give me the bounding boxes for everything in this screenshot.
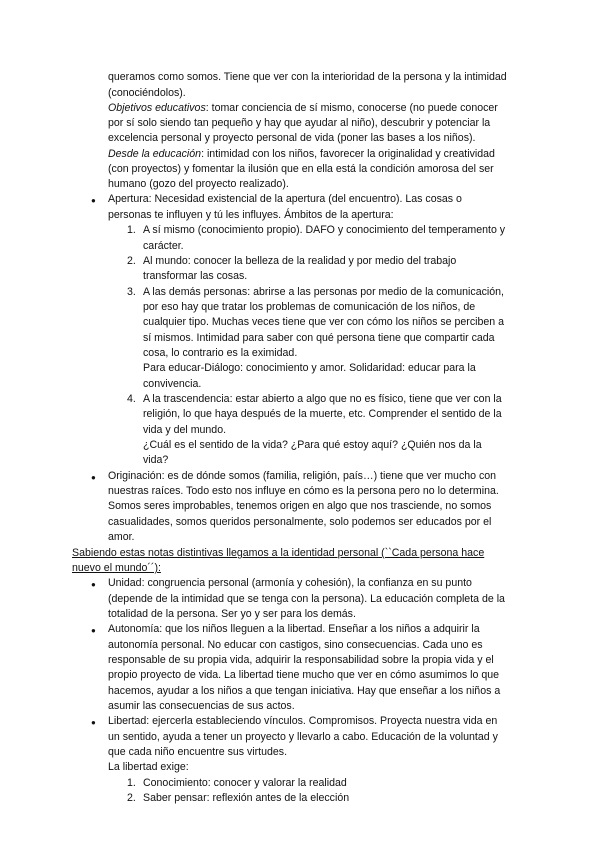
text-span: : tomar conciencia de sí mismo, conocerse (no puede conocer — [205, 102, 498, 114]
list-number: 3. — [127, 286, 136, 298]
text-line: (depende de la intimidad que se tenga con la persona). La educación completa de la — [108, 593, 505, 605]
text-line: queramos como somos. Tiene que ver con la interioridad de la persona y la intimidad — [108, 71, 507, 83]
text-line: vida y del mundo. — [143, 424, 227, 436]
text-line: personas te influyen y tú les influyes. Ámbitos de la apertura: — [108, 209, 394, 221]
text-line: A la trascendencia: estar abierto a algo que no es físico, tiene que ver con la — [143, 393, 502, 405]
bullet-icon: ● — [91, 196, 96, 205]
desde-label: Desde la educación — [108, 148, 202, 160]
list-number: 2. — [127, 792, 136, 804]
text-line: Originación: es de dónde somos (familia, religión, país…) tiene que ver mucho con — [108, 470, 497, 482]
text-line: ¿Cuál es el sentido de la vida? ¿Para qué estoy aquí? ¿Quién nos da la — [143, 439, 482, 451]
bullet-icon: ● — [91, 718, 96, 727]
text-line: Al mundo: conocer la belleza de la realidad y por medio del trabajo — [143, 255, 457, 267]
bullet-icon: ● — [91, 580, 96, 589]
objetivos-paragraph-line — [108, 102, 498, 115]
objetivos-label: Objetivos educativos — [108, 102, 206, 114]
text-line: nuestras raíces. Todo esto nos influye en cómo es la persona pero no lo determina. — [108, 485, 499, 497]
text-line: por eso hay que tratar los problemas de comunicación de los niños, de — [143, 301, 476, 313]
bullet-icon: ● — [91, 626, 96, 635]
text-line: Libertad: ejercerla estableciendo vínculos. Compromisos. Proyecta nuestra vida en — [108, 715, 498, 727]
text-line: que cada niño encuentre sus virtudes. — [108, 746, 288, 758]
text-line: propio proyecto de vida. La libertad tiene mucho que ver en cómo asumimos lo que — [108, 669, 500, 681]
text-line: Para educar-Diálogo: conocimiento y amor. Solidaridad: educar para la — [143, 362, 476, 374]
text-line: amor. — [108, 531, 135, 543]
text-line: vida? — [143, 454, 169, 466]
text-line: Apertura: Necesidad existencial de la apertura (del encuentro). Las cosas o — [108, 193, 462, 205]
text-line: sí mismos. Intimidad para saber con qué persona tiene que compartir cada — [143, 332, 495, 344]
text-line: excelencia personal y proyecto personal de vida (poner las bases a los niños). — [108, 132, 476, 144]
text-line: cosa, lo contrario es la eximidad. — [143, 347, 298, 359]
text-line: (con proyectos) y fomentar la ilusión que en ella está la condición amorosa del ser — [108, 163, 494, 175]
text-line: asumir las consecuencias de sus actos. — [108, 700, 295, 712]
list-number: 1. — [127, 777, 136, 789]
list-number: 2. — [127, 255, 136, 267]
text-line: A las demás personas: abrirse a las personas por medio de la comunicación, — [143, 286, 504, 298]
text-line: totalidad de la persona. Ser yo y ser para los demás. — [108, 608, 356, 620]
text-line: A sí mismo (conocimiento propio). DAFO y conocimiento del temperamento y — [143, 224, 506, 236]
text-line: religión, lo que haya después de la muerte, etc. Comprender el sentido de la — [143, 408, 502, 420]
text-line: Conocimiento: conocer y valorar la realidad — [143, 777, 347, 789]
text-line: autonomía personal. No educar con castigos, sino consecuencias. Cada uno es — [108, 639, 483, 651]
text-line: carácter. — [143, 240, 184, 252]
section-heading: Sabiendo estas notas distintivas llegamos a la identidad personal (``Cada persona hace — [72, 547, 485, 559]
text-line: por sí solo siendo tan pequeño y hay que ayudar al niño), descubrir y potenciar la — [108, 117, 491, 129]
list-number: 4. — [127, 393, 136, 405]
text-line: transformar las cosas. — [143, 270, 248, 282]
text-line: Saber pensar: reflexión antes de la elección — [143, 792, 350, 804]
text-line: convivencia. — [143, 378, 202, 390]
section-heading: nuevo el mundo´´): — [72, 562, 161, 574]
text-line: responsable de su propia vida, adquirir la responsabilidad sobre la propia vida y el — [108, 654, 494, 666]
list-number: 1. — [127, 224, 136, 236]
text-span: : intimidad con los niños, favorecer la originalidad y creatividad — [201, 148, 495, 160]
text-line: casualidades, somos queridos personalmente, solo podemos ser educados por el — [108, 516, 492, 528]
text-line: (conociéndolos). — [108, 87, 186, 99]
text-line: hacemos, ayudar a los niños a que tengan iniciativa. Hay que enseñar a los niños a — [108, 685, 501, 697]
text-line: humano (gozo del proyecto realizado). — [108, 178, 289, 190]
desde-paragraph-line — [108, 148, 495, 161]
text-line: Somos seres improbables, tenemos origen en algo que nos trasciende, no somos — [108, 500, 492, 512]
text-line: un sentido, ayuda a tener un proyecto y llevarlo a cabo. Educación de la voluntad y — [108, 731, 498, 743]
text-line: La libertad exige: — [108, 761, 189, 773]
bullet-icon: ● — [91, 473, 96, 482]
text-line: Autonomía: que los niños lleguen a la libertad. Enseñar a los niños a adquirir la — [108, 623, 480, 635]
text-line: Unidad: congruencia personal (armonía y cohesión), la confianza en su punto — [108, 577, 472, 589]
text-line: cualquier tipo. Muchas veces tiene que ver con cómo los niños se perciben a — [143, 316, 504, 328]
